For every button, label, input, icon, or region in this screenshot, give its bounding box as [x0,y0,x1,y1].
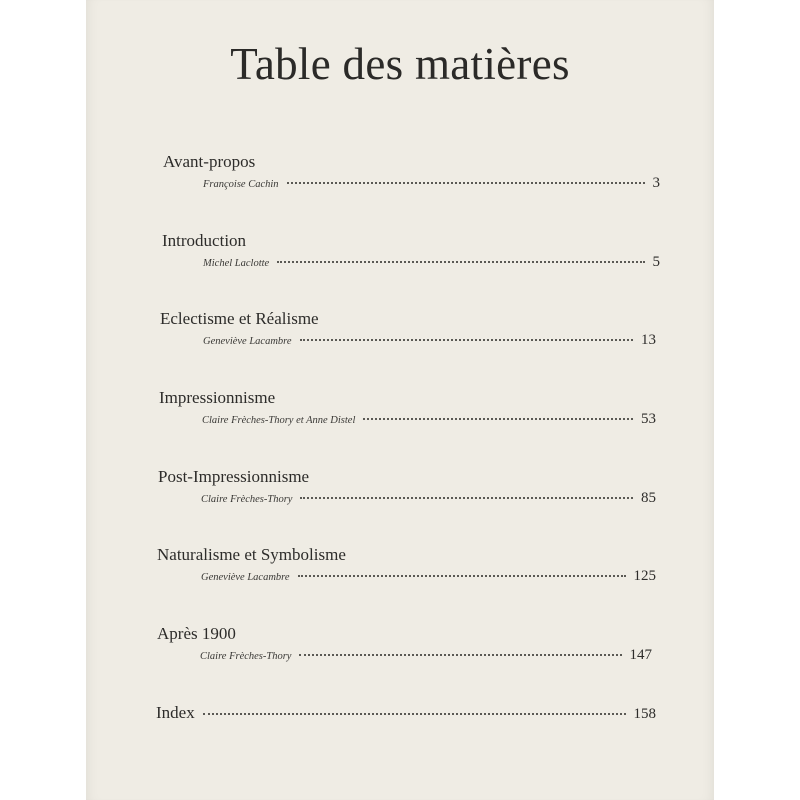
toc-entry-page: 125 [633,568,656,584]
toc-entry-author: Geneviève Lacambre [201,572,290,583]
toc-entry-title: Post-Impressionnisme [158,467,310,486]
toc-entry-title: Après 1900 [157,624,236,643]
toc-entry-line [202,411,656,431]
toc-entry-title: Naturalisme et Symbolisme [157,545,346,564]
toc-entry-page: 13 [641,332,656,348]
toc-entry-line [200,647,652,667]
toc-entry-page: 53 [641,411,656,427]
toc-entry-line [203,175,660,195]
toc-entry-author: Françoise Cachin [203,179,279,190]
book-page [86,0,714,800]
toc-entry-author: Michel Laclotte [203,258,270,269]
toc-entry-title: Index [156,703,195,722]
toc-entry-page: 3 [652,175,660,191]
toc-entry-author: Claire Frèches-Thory et Anne Distel [202,415,356,426]
toc-entry-title: Avant-propos [163,152,256,171]
dot-leader [299,654,621,656]
toc-entry-author: Claire Frèches-Thory [201,494,293,505]
dot-leader [300,497,633,499]
toc-entry-page: 5 [652,254,660,270]
toc-entry-page: 85 [641,490,656,506]
toc-entry-author: Geneviève Lacambre [203,336,292,347]
toc-entry-line [203,332,656,352]
toc-entry-line [201,490,656,510]
toc-entry-index [156,703,656,727]
toc-entry-title: Introduction [162,231,247,250]
toc-entry-author: Claire Frèches-Thory [200,651,292,662]
toc-entry-title: Eclectisme et Réalisme [160,309,319,328]
toc-entry-line [203,254,660,274]
toc-entry-title: Impressionnisme [159,388,276,407]
dot-leader [287,182,645,184]
page-title: Table des matières [230,39,570,89]
dot-leader [203,713,626,715]
dot-leader [277,261,644,263]
dot-leader [298,575,626,577]
dot-leader [300,339,633,341]
toc-entry-line [201,568,656,588]
dot-leader [363,418,633,420]
toc-entry-page: 147 [629,647,652,663]
toc-entry-page: 158 [633,706,656,722]
